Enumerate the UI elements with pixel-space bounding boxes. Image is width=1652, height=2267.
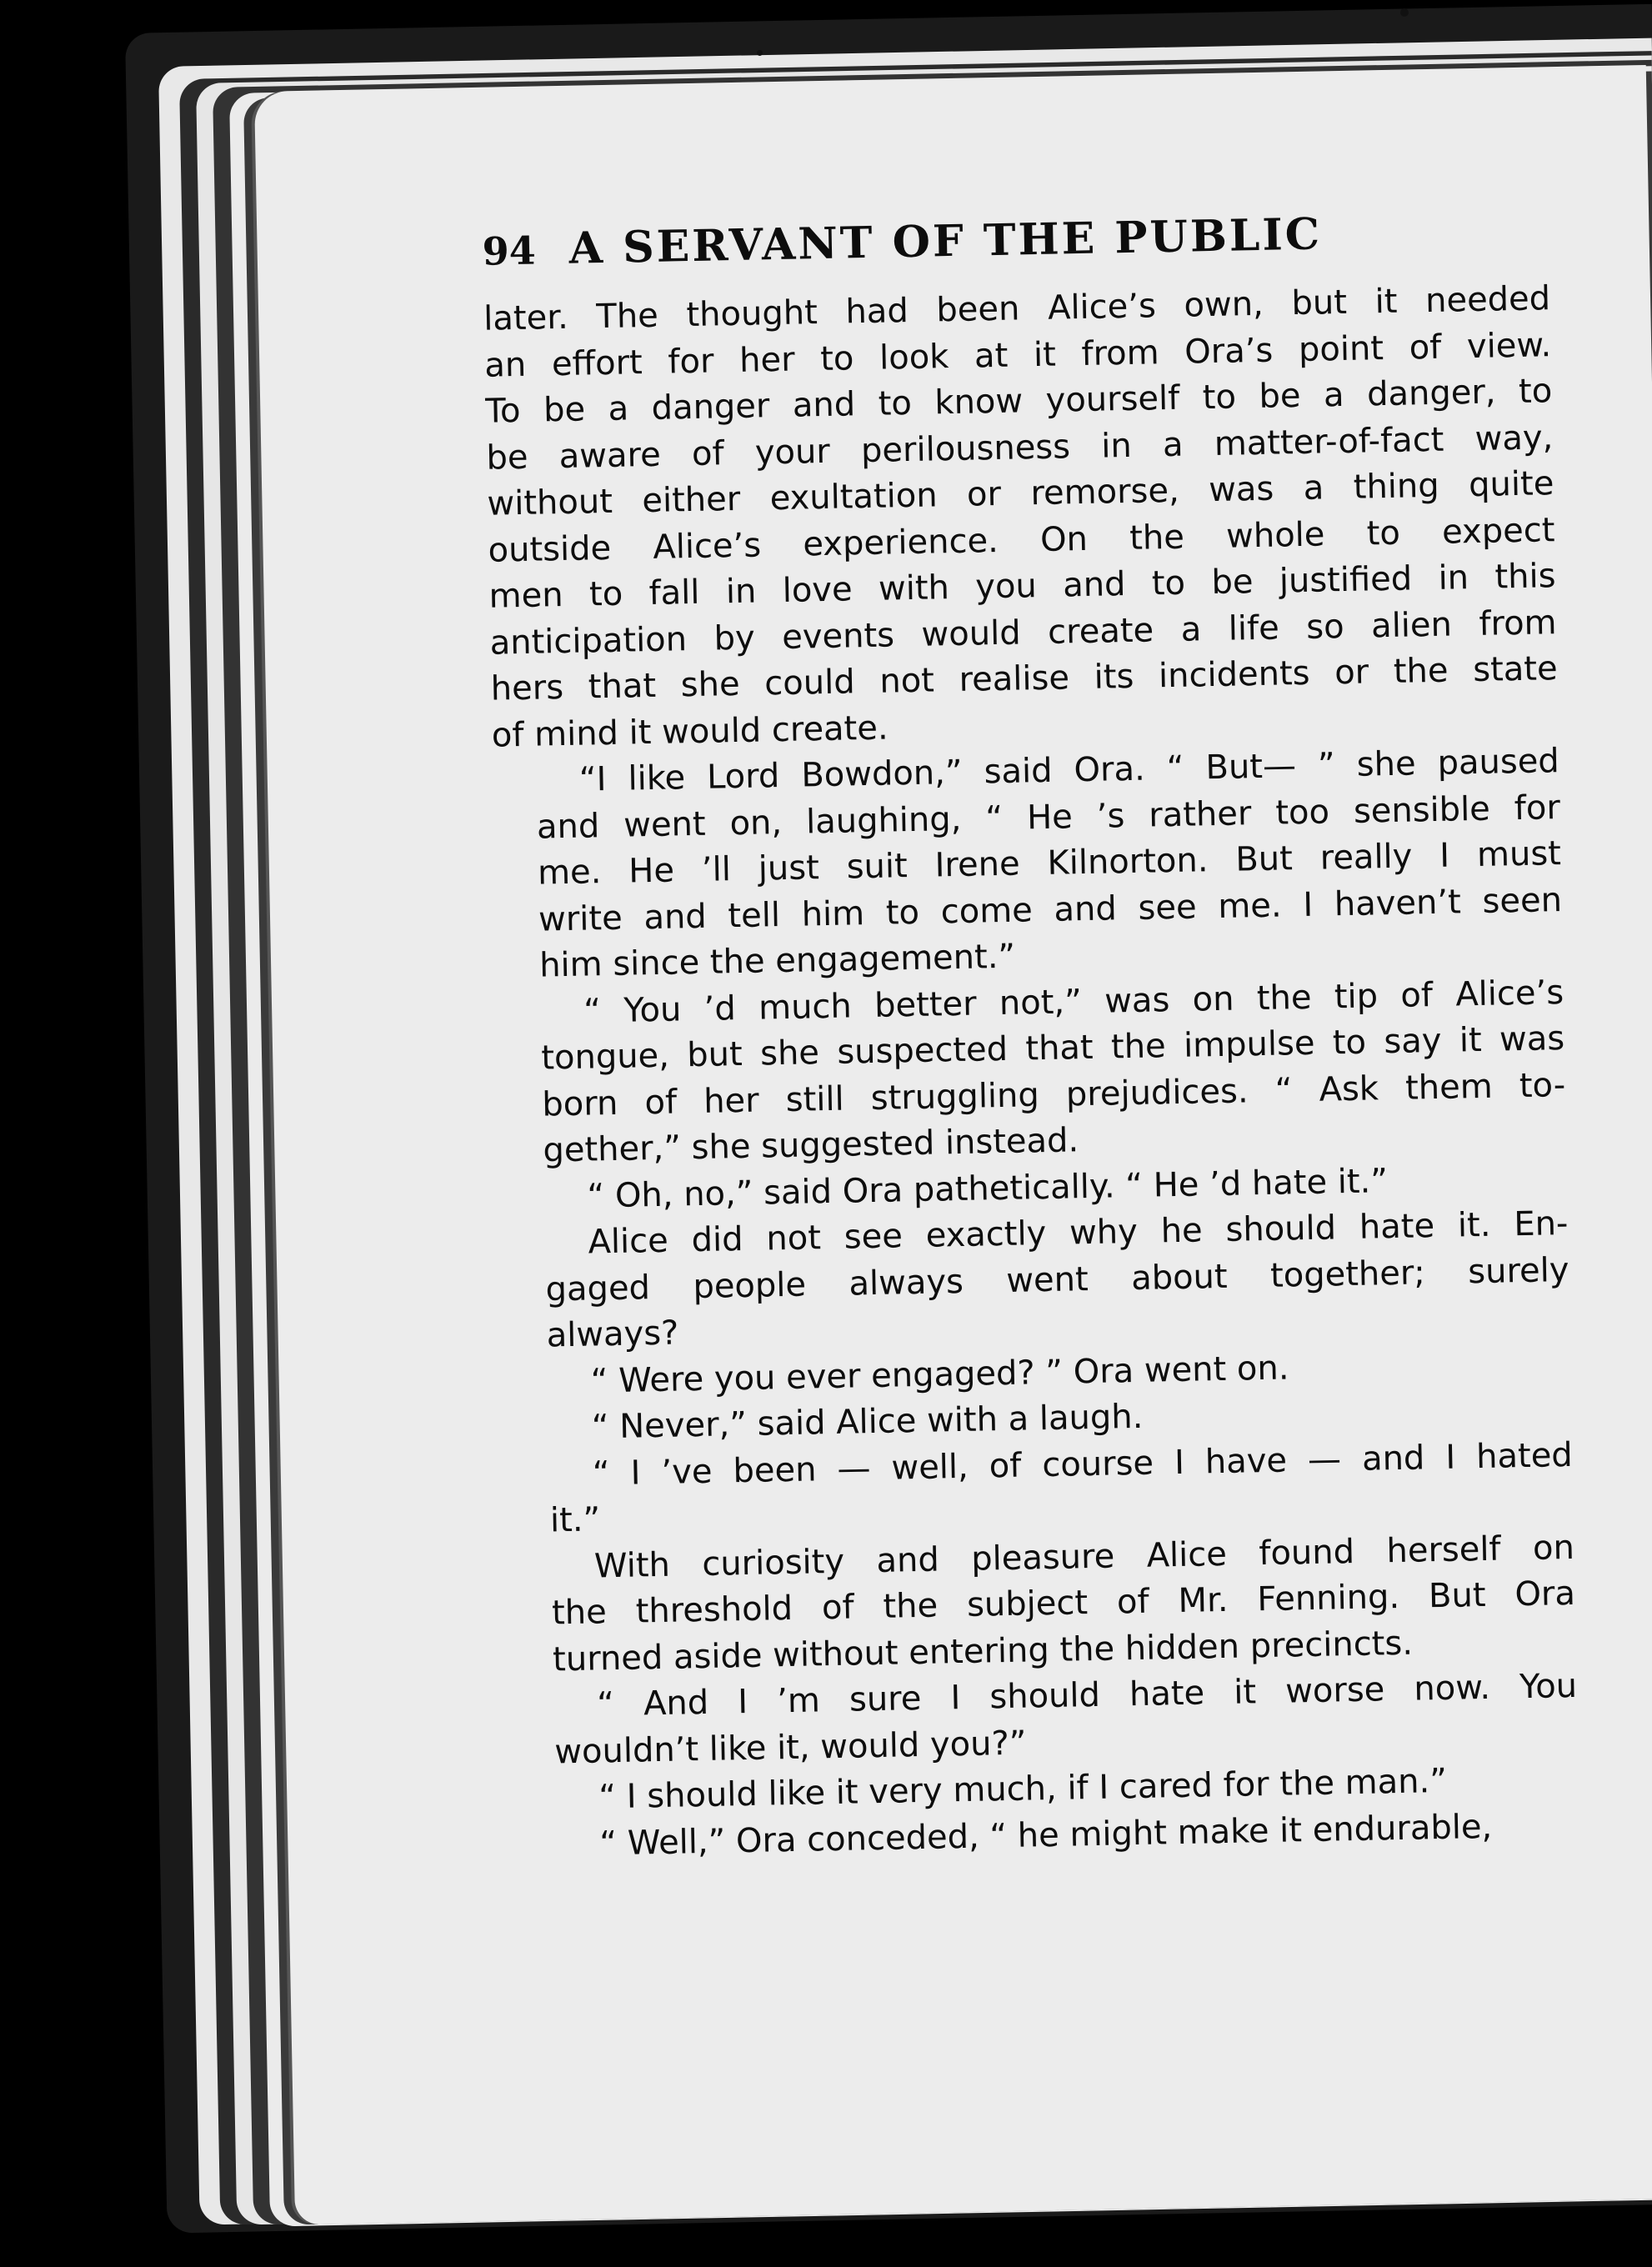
page-number: 94 <box>482 228 537 274</box>
text-line: “ Were you ever engaged? ” Ora went on. <box>590 1348 1289 1401</box>
text-line: “ Oh, no,” said Ora pathetically. “ He ’d hate it.” <box>587 1161 1389 1216</box>
text-line: wouldn’t like it, would you?” <box>553 1724 1027 1771</box>
text-line: hers that she could not realise its incidents or the state <box>490 649 1559 708</box>
text-line: him since the engagement.” <box>538 937 1016 985</box>
running-head <box>482 204 1549 282</box>
body-text <box>483 276 1580 1869</box>
text-line: without either exultation or remorse, was a thing quite <box>487 464 1554 523</box>
paragraph <box>508 1524 1577 1684</box>
text-line: “ I should like it very much, if I cared for the man.” <box>598 1761 1448 1817</box>
text-line: later. The thought had been Alice’s own, but it needed <box>483 279 1551 338</box>
text-line: To be a danger and to know yourself to be a danger, to <box>484 372 1553 431</box>
paragraph <box>501 1201 1570 1360</box>
paragraph <box>492 738 1563 990</box>
text-line: Alice did not see exactly why he should hate it. En- <box>588 1204 1569 1262</box>
scan-speck <box>1400 8 1409 17</box>
text-line: the threshold of the subject of Mr. Fenning. But Ora <box>551 1574 1576 1633</box>
text-line: gaged people always went about together; surely <box>545 1250 1569 1309</box>
paragraph <box>483 276 1559 758</box>
text-line: born of her still struggling prejudices. “ Ask them to- <box>541 1065 1566 1124</box>
text-line: With curiosity and pleasure Alice found herself on <box>593 1528 1575 1585</box>
text-line: of mind it would create. <box>491 708 889 755</box>
text-line: write and tell him to come and see me. I haven’t seen <box>538 880 1563 939</box>
text-line: outside Alice’s experience. On the whole to expect <box>488 510 1555 570</box>
text-line: an effort for her to look at it from Ora’s point of view. <box>483 325 1552 385</box>
text-line: and went on, laughing, “ He ’s rather too sensible for <box>536 788 1561 847</box>
text-line: tongue, but she suspected that the impulse to say it was <box>540 1019 1565 1078</box>
text-line: “ I ’ve been — well, of course I have — and I hated <box>592 1435 1574 1494</box>
scan-speck <box>757 50 763 56</box>
text-line: always? <box>546 1314 679 1355</box>
text-line: “I like Lord Bowdon,” said Ora. “ But— ” she paused <box>578 742 1560 799</box>
text-line: “ Never,” said Alice with a laugh. <box>591 1397 1144 1447</box>
text-line: it.” <box>549 1500 601 1540</box>
book-page <box>254 65 1652 2225</box>
text-line: anticipation by events would create a life so alien from <box>489 603 1557 663</box>
text-line: be aware of your perilousness in a matter-of-fact way, <box>486 418 1554 478</box>
text-line: “ Well,” Ora conceded, “ he might make it endurable, <box>598 1807 1493 1863</box>
text-line: “ And I ’m sure I should hate it worse now. You <box>596 1666 1578 1724</box>
text-line: “ You ’d much better not,” was on the tip of Alice’s <box>583 973 1564 1031</box>
text-line: men to fall in love with you and to be justified in this <box>488 557 1556 616</box>
text-line: gether,” she suggested instead. <box>543 1121 1079 1170</box>
page-content <box>482 204 1580 1869</box>
paragraph <box>497 970 1567 1176</box>
running-title: A SERVANT OF THE PUBLIC <box>568 208 1323 274</box>
text-line: me. He ’ll just suit Irene Kilnorton. But really I must <box>537 834 1562 893</box>
text-line: turned aside without entering the hidden precincts. <box>552 1624 1414 1679</box>
